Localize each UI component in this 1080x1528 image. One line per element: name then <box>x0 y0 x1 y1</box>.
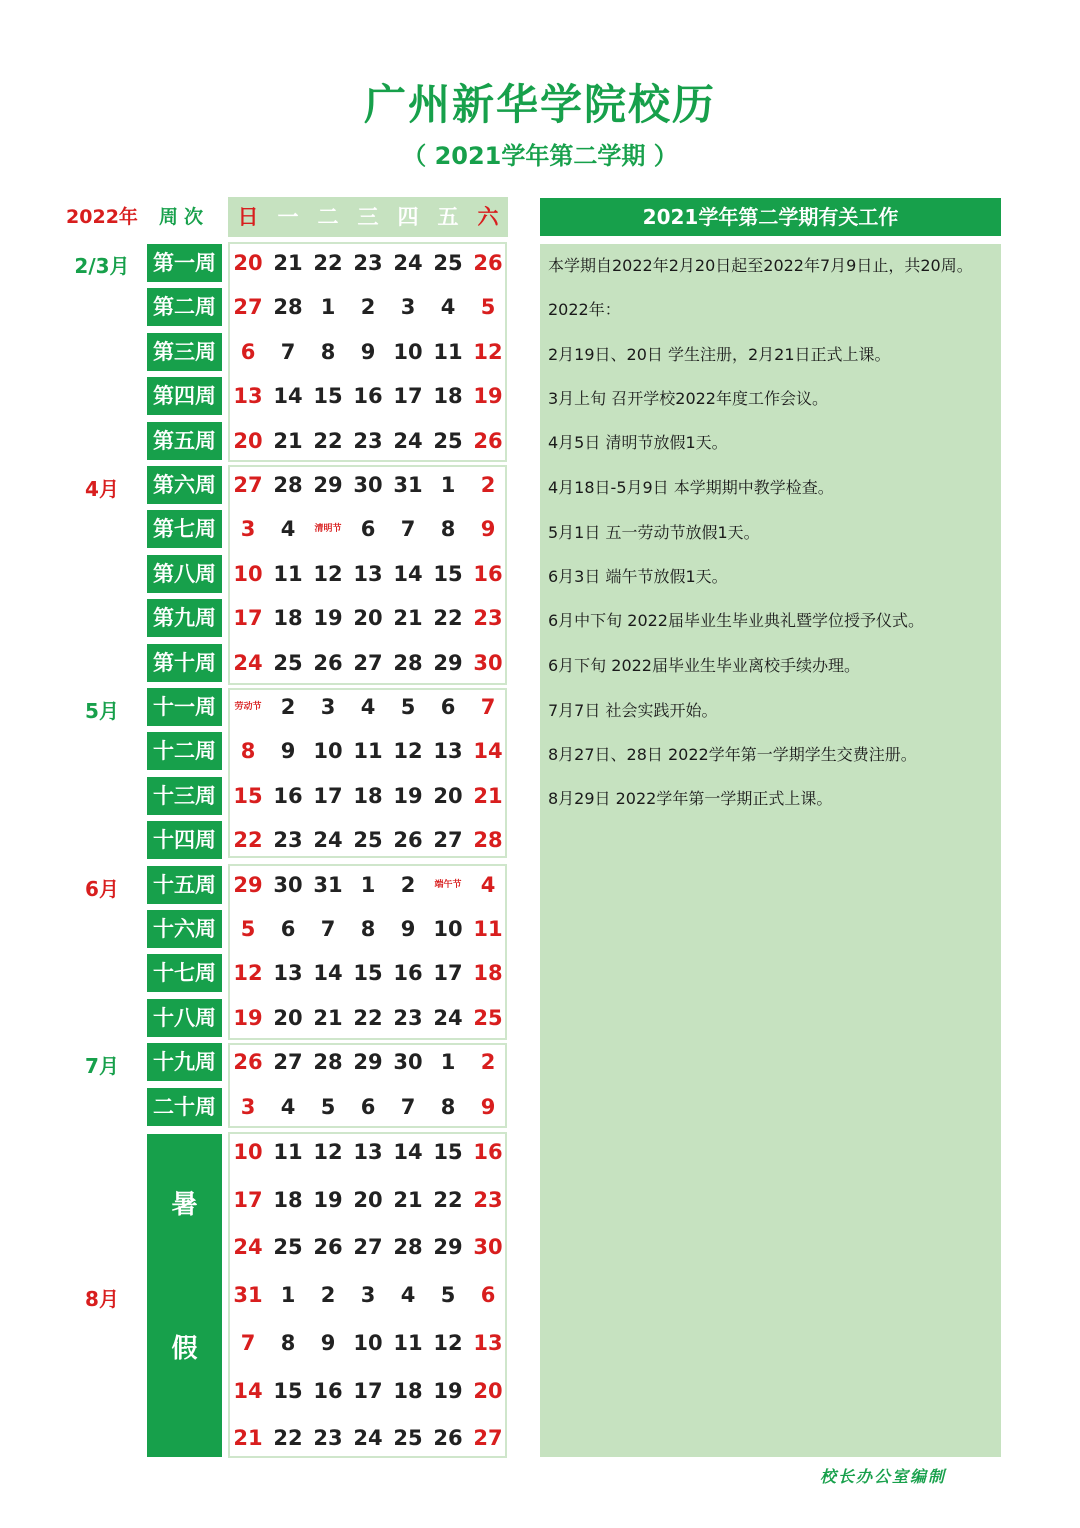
day-cell: 4 <box>360 695 376 719</box>
day-cell: 29 <box>433 650 463 675</box>
day-cell: 22 <box>433 606 463 631</box>
day-cell: 11 <box>473 917 503 941</box>
day-cell: 30 <box>353 473 383 497</box>
day-cell: 6 <box>360 517 376 542</box>
day-cell: 1 <box>440 1050 456 1075</box>
day-cell: 21 <box>233 1426 263 1451</box>
week-label: 第七周 <box>147 510 222 548</box>
day-cell: 25 <box>353 828 383 853</box>
day-cell: 26 <box>313 1235 343 1260</box>
day-cell: 21 <box>273 428 303 453</box>
day-cell: 13 <box>353 561 383 586</box>
work-panel-title: 2021学年第二学期有关工作 <box>540 198 1001 236</box>
day-cell: 15 <box>433 561 463 586</box>
work-item: 本学期自2022年2月20日起至2022年7月9日止，共20周。 <box>548 256 973 275</box>
day-cell: 17 <box>353 1378 383 1403</box>
day-cell: 23 <box>313 1426 343 1451</box>
day-cell: 10 <box>433 917 463 941</box>
day-cell: 14 <box>393 561 423 586</box>
week-label: 十二周 <box>147 732 222 770</box>
day-cell: 6 <box>440 695 456 719</box>
day-cell: 11 <box>273 561 303 586</box>
work-item: 6月下旬 2022届毕业生毕业离校手续办理。 <box>548 656 860 675</box>
day-cell: 7 <box>240 1330 256 1355</box>
week-label: 十八周 <box>147 999 222 1037</box>
day-cell: 9 <box>400 917 416 941</box>
day-cell: 26 <box>233 1050 263 1075</box>
day-cell: 1 <box>360 872 376 897</box>
weekday-tue: 二 <box>317 205 339 229</box>
week-label: 十三周 <box>147 777 222 815</box>
day-cell: 19 <box>473 384 503 409</box>
day-cell: 16 <box>473 561 503 586</box>
month-label: 7月 <box>85 1054 119 1078</box>
holiday-cell: 端午节 <box>434 879 462 890</box>
day-cell: 12 <box>313 1140 343 1164</box>
day-cell: 22 <box>273 1426 303 1451</box>
day-cell: 10 <box>353 1330 383 1355</box>
day-cell: 3 <box>240 1094 256 1119</box>
day-cell: 24 <box>433 1005 463 1030</box>
day-cell: 12 <box>473 339 503 364</box>
day-cell: 8 <box>240 739 256 764</box>
day-cell: 30 <box>273 872 303 897</box>
day-cell: 12 <box>433 1330 463 1355</box>
page-subtitle: （ 2021学年第二学期 ） <box>402 142 678 170</box>
day-cell: 9 <box>480 1094 496 1119</box>
week-label: 二十周 <box>147 1088 222 1126</box>
day-cell: 11 <box>353 739 383 764</box>
week-label: 第十周 <box>147 644 222 682</box>
day-cell: 20 <box>473 1378 503 1403</box>
day-cell: 31 <box>233 1283 263 1308</box>
week-label: 第一周 <box>147 244 222 282</box>
day-cell: 22 <box>233 828 263 853</box>
day-cell: 9 <box>360 339 376 364</box>
day-cell: 7 <box>400 517 416 542</box>
day-cell: 28 <box>313 1050 343 1075</box>
day-cell: 26 <box>433 1426 463 1451</box>
day-cell: 10 <box>233 1140 263 1164</box>
day-cell: 3 <box>360 1283 376 1308</box>
day-cell: 29 <box>353 1050 383 1075</box>
day-cell: 19 <box>313 606 343 631</box>
day-cell: 13 <box>233 384 263 409</box>
day-cell: 8 <box>440 517 456 542</box>
weekday-thu: 四 <box>397 205 419 229</box>
week-label: 第五周 <box>147 422 222 460</box>
day-cell: 21 <box>313 1005 343 1030</box>
day-cell: 22 <box>353 1005 383 1030</box>
weekday-sun: 日 <box>237 205 259 229</box>
day-cell: 31 <box>313 872 343 897</box>
day-cell: 16 <box>473 1140 503 1164</box>
day-cell: 9 <box>320 1330 336 1355</box>
day-cell: 5 <box>440 1283 456 1308</box>
day-cell: 27 <box>473 1426 503 1451</box>
day-cell: 6 <box>360 1094 376 1119</box>
work-item: 6月3日 端午节放假1天。 <box>548 567 728 586</box>
day-cell: 24 <box>233 1235 263 1260</box>
day-cell: 6 <box>240 339 256 364</box>
day-cell: 11 <box>433 339 463 364</box>
weekday-fri: 五 <box>437 205 459 229</box>
day-cell: 11 <box>273 1140 303 1164</box>
day-cell: 25 <box>393 1426 423 1451</box>
day-cell: 25 <box>433 428 463 453</box>
day-cell: 20 <box>433 783 463 808</box>
day-cell: 4 <box>280 517 296 542</box>
day-cell: 27 <box>233 473 263 497</box>
day-cell: 10 <box>393 339 423 364</box>
day-cell: 19 <box>233 1005 263 1030</box>
weekday-wed: 三 <box>357 205 379 229</box>
work-item: 3月上旬 召开学校2022年度工作会议。 <box>548 389 828 408</box>
day-cell: 9 <box>280 739 296 764</box>
day-cell: 3 <box>320 695 336 719</box>
day-cell: 17 <box>313 783 343 808</box>
day-cell: 23 <box>473 1187 503 1212</box>
day-cell: 17 <box>393 384 423 409</box>
day-cell: 30 <box>393 1050 423 1075</box>
day-cell: 30 <box>473 650 503 675</box>
day-cell: 27 <box>433 828 463 853</box>
day-cell: 21 <box>393 1187 423 1212</box>
day-cell: 18 <box>273 1187 303 1212</box>
day-cell: 29 <box>313 473 343 497</box>
holiday-cell: 清明节 <box>314 524 342 535</box>
day-cell: 1 <box>280 1283 296 1308</box>
week-label: 十六周 <box>147 910 222 948</box>
day-cell: 24 <box>393 428 423 453</box>
day-cell: 18 <box>473 961 503 986</box>
summer-char-2: 假 <box>171 1334 198 1364</box>
day-cell: 20 <box>233 251 263 275</box>
weekday-sat: 六 <box>477 205 499 229</box>
summer-vacation-label <box>147 1134 222 1457</box>
weekday-header-bar <box>228 197 508 237</box>
month-label: 8月 <box>85 1287 119 1311</box>
day-cell: 20 <box>273 1005 303 1030</box>
day-cell: 2 <box>280 695 296 719</box>
day-cell: 28 <box>273 473 303 497</box>
day-cell: 23 <box>273 828 303 853</box>
month-label: 4月 <box>85 477 119 501</box>
day-cell: 13 <box>273 961 303 986</box>
week-label: 第四周 <box>147 377 222 415</box>
work-item: 8月27日、28日 2022学年第一学期学生交费注册。 <box>548 745 917 764</box>
day-cell: 24 <box>233 650 263 675</box>
day-cell: 23 <box>393 1005 423 1030</box>
day-cell: 15 <box>353 961 383 986</box>
day-cell: 13 <box>353 1140 383 1164</box>
day-cell: 15 <box>433 1140 463 1164</box>
day-cell: 12 <box>313 561 343 586</box>
day-cell: 29 <box>433 1235 463 1260</box>
day-cell: 25 <box>273 1235 303 1260</box>
day-cell: 19 <box>393 783 423 808</box>
week-label: 十七周 <box>147 954 222 992</box>
day-cell: 28 <box>393 1235 423 1260</box>
day-cell: 2 <box>480 473 496 497</box>
day-cell: 19 <box>313 1187 343 1212</box>
summer-char-1: 暑 <box>171 1190 198 1220</box>
day-cell: 20 <box>233 428 263 453</box>
day-cell: 27 <box>273 1050 303 1075</box>
work-item: 6月中下旬 2022届毕业生毕业典礼暨学位授予仪式。 <box>548 611 924 630</box>
day-cell: 18 <box>433 384 463 409</box>
work-item: 7月7日 社会实践开始。 <box>548 701 718 720</box>
day-cell: 14 <box>273 384 303 409</box>
day-cell: 21 <box>473 783 503 808</box>
day-cell: 26 <box>473 251 503 275</box>
day-cell: 13 <box>473 1330 503 1355</box>
day-cell: 5 <box>480 295 496 320</box>
day-cell: 23 <box>353 428 383 453</box>
day-cell: 22 <box>313 428 343 453</box>
day-cell: 7 <box>280 339 296 364</box>
day-cell: 14 <box>393 1140 423 1164</box>
day-cell: 7 <box>480 695 496 719</box>
day-cell: 8 <box>440 1094 456 1119</box>
day-cell: 6 <box>280 917 296 941</box>
day-cell: 17 <box>433 961 463 986</box>
day-cell: 28 <box>473 828 503 853</box>
day-cell: 8 <box>360 917 376 941</box>
day-cell: 7 <box>320 917 336 941</box>
day-cell: 5 <box>240 917 256 941</box>
work-item: 4月18日-5月9日 本学期期中教学检查。 <box>548 478 834 497</box>
week-label: 第二周 <box>147 288 222 326</box>
week-label: 十九周 <box>147 1043 222 1081</box>
day-cell: 1 <box>440 473 456 497</box>
day-cell: 8 <box>280 1330 296 1355</box>
day-cell: 6 <box>480 1283 496 1308</box>
day-cell: 14 <box>233 1378 263 1403</box>
work-item: 5月1日 五一劳动节放假1天。 <box>548 523 760 542</box>
day-cell: 4 <box>400 1283 416 1308</box>
day-cell: 29 <box>233 872 263 897</box>
day-cell: 18 <box>273 606 303 631</box>
day-cell: 30 <box>473 1235 503 1260</box>
year-header: 2022年 <box>66 206 138 228</box>
day-cell: 13 <box>433 739 463 764</box>
day-cell: 24 <box>313 828 343 853</box>
day-cell: 24 <box>393 251 423 275</box>
day-cell: 25 <box>273 650 303 675</box>
day-cell: 15 <box>273 1378 303 1403</box>
day-cell: 15 <box>313 384 343 409</box>
day-cell: 28 <box>393 650 423 675</box>
day-cell: 20 <box>353 1187 383 1212</box>
day-cell: 16 <box>393 961 423 986</box>
day-cell: 1 <box>320 295 336 320</box>
work-item: 2月19日、20日 学生注册，2月21日正式上课。 <box>548 345 891 364</box>
week-column-header: 周次 <box>158 206 209 228</box>
day-cell: 9 <box>480 517 496 542</box>
day-cell: 4 <box>440 295 456 320</box>
week-label: 第三周 <box>147 333 222 371</box>
day-cell: 26 <box>313 650 343 675</box>
day-cell: 21 <box>393 606 423 631</box>
day-cell: 12 <box>393 739 423 764</box>
day-cell: 23 <box>473 606 503 631</box>
day-cell: 25 <box>433 251 463 275</box>
day-cell: 20 <box>353 606 383 631</box>
weekday-mon: 一 <box>277 205 299 229</box>
day-cell: 7 <box>400 1094 416 1119</box>
month-label: 6月 <box>85 877 119 901</box>
day-cell: 4 <box>280 1094 296 1119</box>
day-cell: 3 <box>240 517 256 542</box>
day-cell: 24 <box>353 1426 383 1451</box>
day-cell: 18 <box>393 1378 423 1403</box>
day-cell: 18 <box>353 783 383 808</box>
week-label: 第九周 <box>147 599 222 637</box>
work-item: 4月5日 清明节放假1天。 <box>548 433 728 452</box>
day-cell: 22 <box>313 251 343 275</box>
day-cell: 5 <box>320 1094 336 1119</box>
day-cell: 2 <box>400 872 416 897</box>
month-label: 2/3月 <box>74 254 130 278</box>
day-cell: 25 <box>473 1005 503 1030</box>
day-cell: 27 <box>233 295 263 320</box>
day-cell: 2 <box>360 295 376 320</box>
day-cell: 28 <box>273 295 303 320</box>
day-cell: 10 <box>313 739 343 764</box>
week-label: 第八周 <box>147 555 222 593</box>
day-cell: 17 <box>233 1187 263 1212</box>
day-cell: 16 <box>353 384 383 409</box>
day-cell: 26 <box>393 828 423 853</box>
holiday-cell: 劳动节 <box>234 702 262 712</box>
day-cell: 11 <box>393 1330 423 1355</box>
day-cell: 23 <box>353 251 383 275</box>
day-cell: 16 <box>273 783 303 808</box>
day-cell: 27 <box>353 1235 383 1260</box>
day-cell: 14 <box>473 739 503 764</box>
page-title: 广州新华学院校历 <box>363 80 716 129</box>
work-panel <box>540 244 1001 1457</box>
day-cell: 17 <box>233 606 263 631</box>
day-cell: 8 <box>320 339 336 364</box>
day-cell: 3 <box>400 295 416 320</box>
day-cell: 19 <box>433 1378 463 1403</box>
day-cell: 21 <box>273 251 303 275</box>
day-cell: 15 <box>233 783 263 808</box>
month-label: 5月 <box>85 699 119 723</box>
day-cell: 10 <box>233 561 263 586</box>
day-cell: 2 <box>480 1050 496 1075</box>
day-cell: 27 <box>353 650 383 675</box>
week-label: 十一周 <box>147 688 222 726</box>
day-cell: 31 <box>393 473 423 497</box>
day-cell: 14 <box>313 961 343 986</box>
day-cell: 16 <box>313 1378 343 1403</box>
day-cell: 12 <box>233 961 263 986</box>
day-cell: 4 <box>480 872 496 897</box>
footer-signature: 校长办公室编制 <box>820 1467 947 1486</box>
week-label: 十五周 <box>147 866 222 904</box>
day-cell: 2 <box>320 1283 336 1308</box>
week-label: 十四周 <box>147 821 222 859</box>
work-item: 8月29日 2022学年第一学期正式上课。 <box>548 789 833 808</box>
week-label: 第六周 <box>147 466 222 504</box>
day-cell: 22 <box>433 1187 463 1212</box>
day-cell: 5 <box>400 695 416 719</box>
day-cell: 26 <box>473 428 503 453</box>
work-item: 2022年： <box>548 300 621 319</box>
